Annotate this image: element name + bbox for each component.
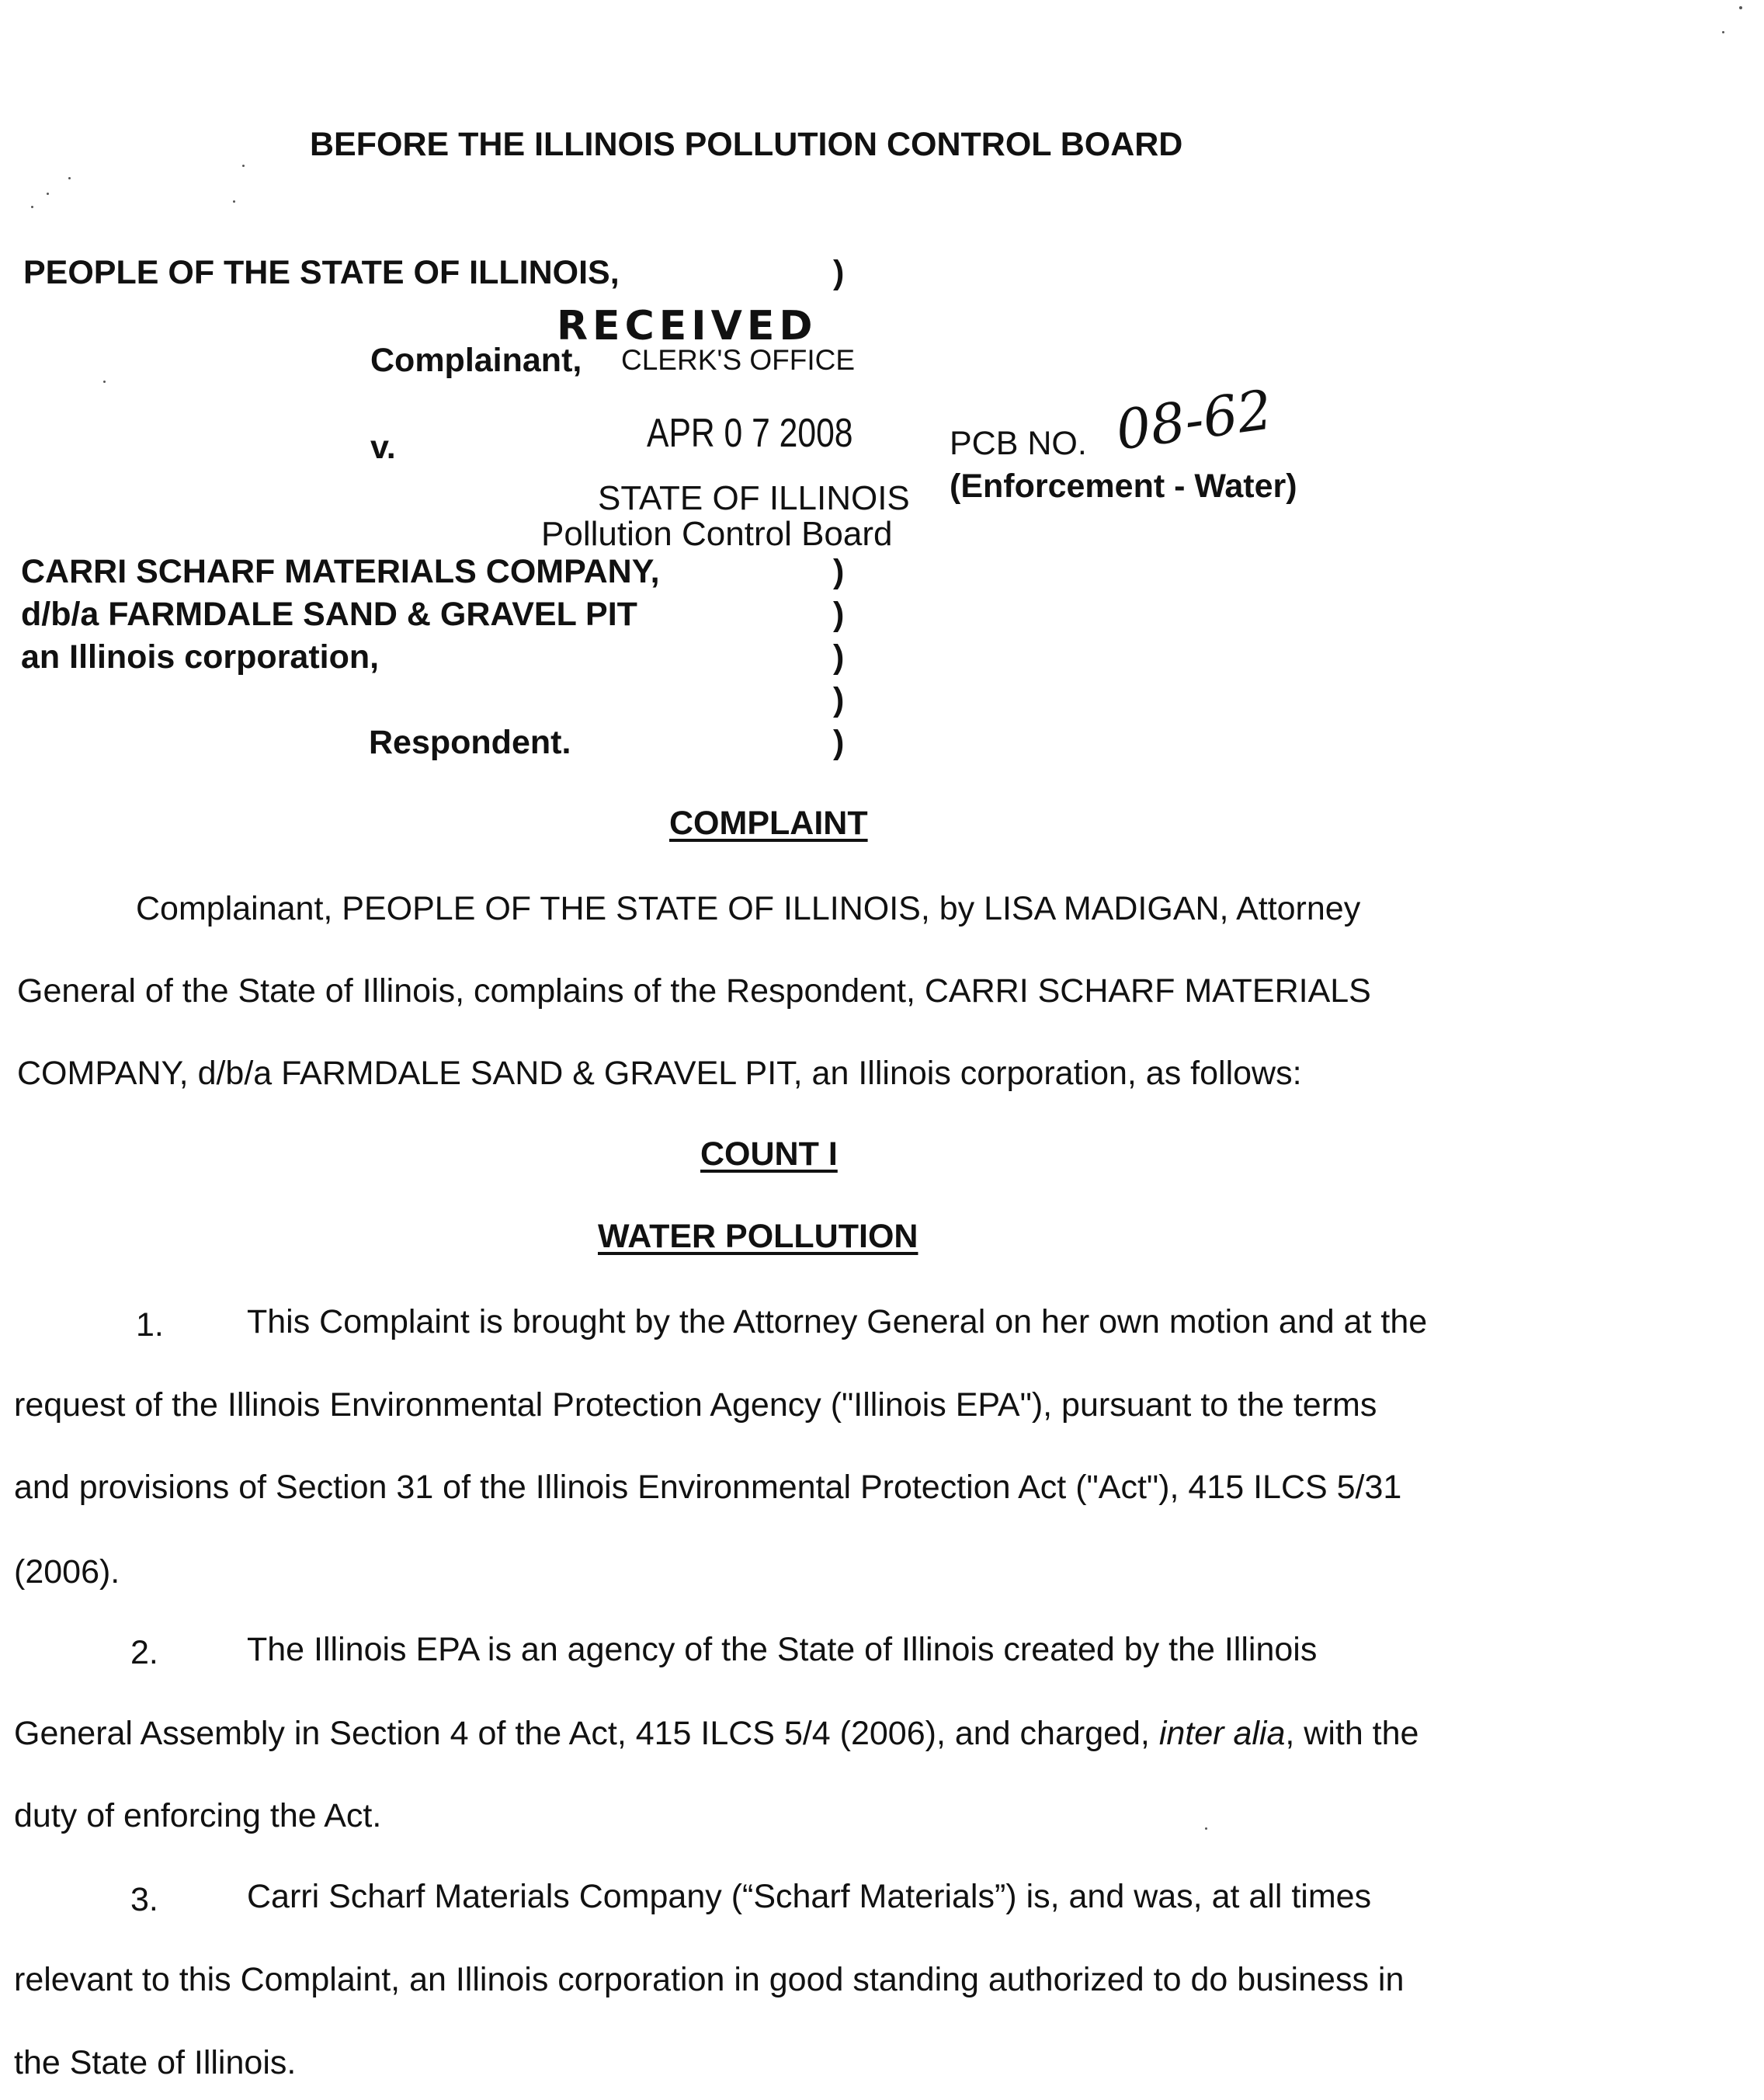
- count-subject: WATER POLLUTION: [598, 1218, 918, 1255]
- board-title: BEFORE THE ILLINOIS POLLUTION CONTROL BOARD: [310, 126, 1183, 163]
- scan-speck: [1739, 6, 1742, 9]
- scan-speck: [1205, 1827, 1207, 1830]
- paragraph-1-line-2: request of the Illinois Environmental Protection Agency ("Illinois EPA"), pursuant to the terms: [14, 1386, 1377, 1424]
- paragraph-1-line-4: (2006).: [14, 1553, 120, 1591]
- paragraph-2-line-3: duty of enforcing the Act.: [14, 1797, 382, 1834]
- pcb-number-handwritten: 08-62: [1112, 377, 1276, 463]
- scan-speck: [103, 381, 106, 383]
- paragraph-number: 3.: [130, 1881, 158, 1918]
- received-stamp: RECEIVED: [557, 303, 818, 349]
- respondent-line-2: d/b/a FARMDALE SAND & GRAVEL PIT: [21, 596, 637, 633]
- stamp-board: Pollution Control Board: [541, 515, 893, 553]
- paragraph-number: 1.: [136, 1306, 164, 1344]
- complainant-role: Complainant,: [370, 342, 582, 379]
- caption-paren: ): [833, 553, 845, 590]
- caption-paren: ): [833, 596, 845, 633]
- complainant-name: PEOPLE OF THE STATE OF ILLINOIS,: [23, 254, 620, 291]
- pcb-label: PCB NO.: [950, 425, 1087, 462]
- case-type: (Enforcement - Water): [950, 468, 1297, 505]
- paragraph-3-line-1: Carri Scharf Materials Company (“Scharf Materials”) is, and was, at all times: [247, 1878, 1372, 1915]
- versus: v.: [370, 429, 396, 466]
- respondent-line-1: CARRI SCHARF MATERIALS COMPANY,: [21, 553, 660, 590]
- paragraph-2-line-2-end: , with the: [1285, 1715, 1419, 1752]
- complaint-title: COMPLAINT: [669, 805, 868, 842]
- stamp-clerks-office: CLERK'S OFFICE: [621, 344, 856, 376]
- scan-speck: [31, 206, 33, 208]
- scan-speck: [242, 165, 245, 167]
- stamp-state: STATE OF ILLINOIS: [598, 479, 910, 517]
- caption-paren: ): [833, 638, 845, 676]
- paragraph-2-latin-term: inter alia: [1158, 1715, 1286, 1752]
- paragraph-1-line-1: This Complaint is brought by the Attorney General on her own motion and at the: [247, 1303, 1428, 1340]
- scan-speck: [68, 177, 71, 179]
- intro-line-2: General of the State of Illinois, complains of the Respondent, CARRI SCHARF MATERIALS: [17, 972, 1371, 1010]
- caption-paren: ): [833, 724, 845, 761]
- paragraph-3-line-3: the State of Illinois.: [14, 2044, 297, 2081]
- paragraph-2-line-2: [14, 1715, 1418, 1753]
- respondent-role: Respondent.: [369, 724, 571, 761]
- count-title: COUNT I: [700, 1135, 838, 1173]
- scan-speck: [1722, 31, 1724, 33]
- scan-speck: [233, 200, 235, 203]
- paragraph-1-line-3: and provisions of Section 31 of the Illinois Environmental Protection Act ("Act"), 415 ILCS 5/31: [14, 1469, 1402, 1506]
- paragraph-number: 2.: [130, 1634, 158, 1671]
- intro-line-1: Complainant, PEOPLE OF THE STATE OF ILLINOIS, by LISA MADIGAN, Attorney: [136, 890, 1361, 927]
- paragraph-2-line-2-start: General Assembly in Section 4 of the Act, 415 ILCS 5/4 (2006), and charged,: [14, 1715, 1159, 1752]
- caption-paren: ): [833, 254, 845, 291]
- caption-paren: ): [833, 681, 845, 718]
- stamp-date: APR 0 7 2008: [647, 411, 853, 456]
- paragraph-3-line-2: relevant to this Complaint, an Illinois corporation in good standing authorized to do business in: [14, 1961, 1405, 1998]
- scan-speck: [47, 193, 49, 195]
- respondent-line-3: an Illinois corporation,: [21, 638, 380, 676]
- intro-line-3: COMPANY, d/b/a FARMDALE SAND & GRAVEL PIT, an Illinois corporation, as follows:: [17, 1055, 1302, 1092]
- paragraph-2-line-1: The Illinois EPA is an agency of the State of Illinois created by the Illinois: [247, 1631, 1318, 1668]
